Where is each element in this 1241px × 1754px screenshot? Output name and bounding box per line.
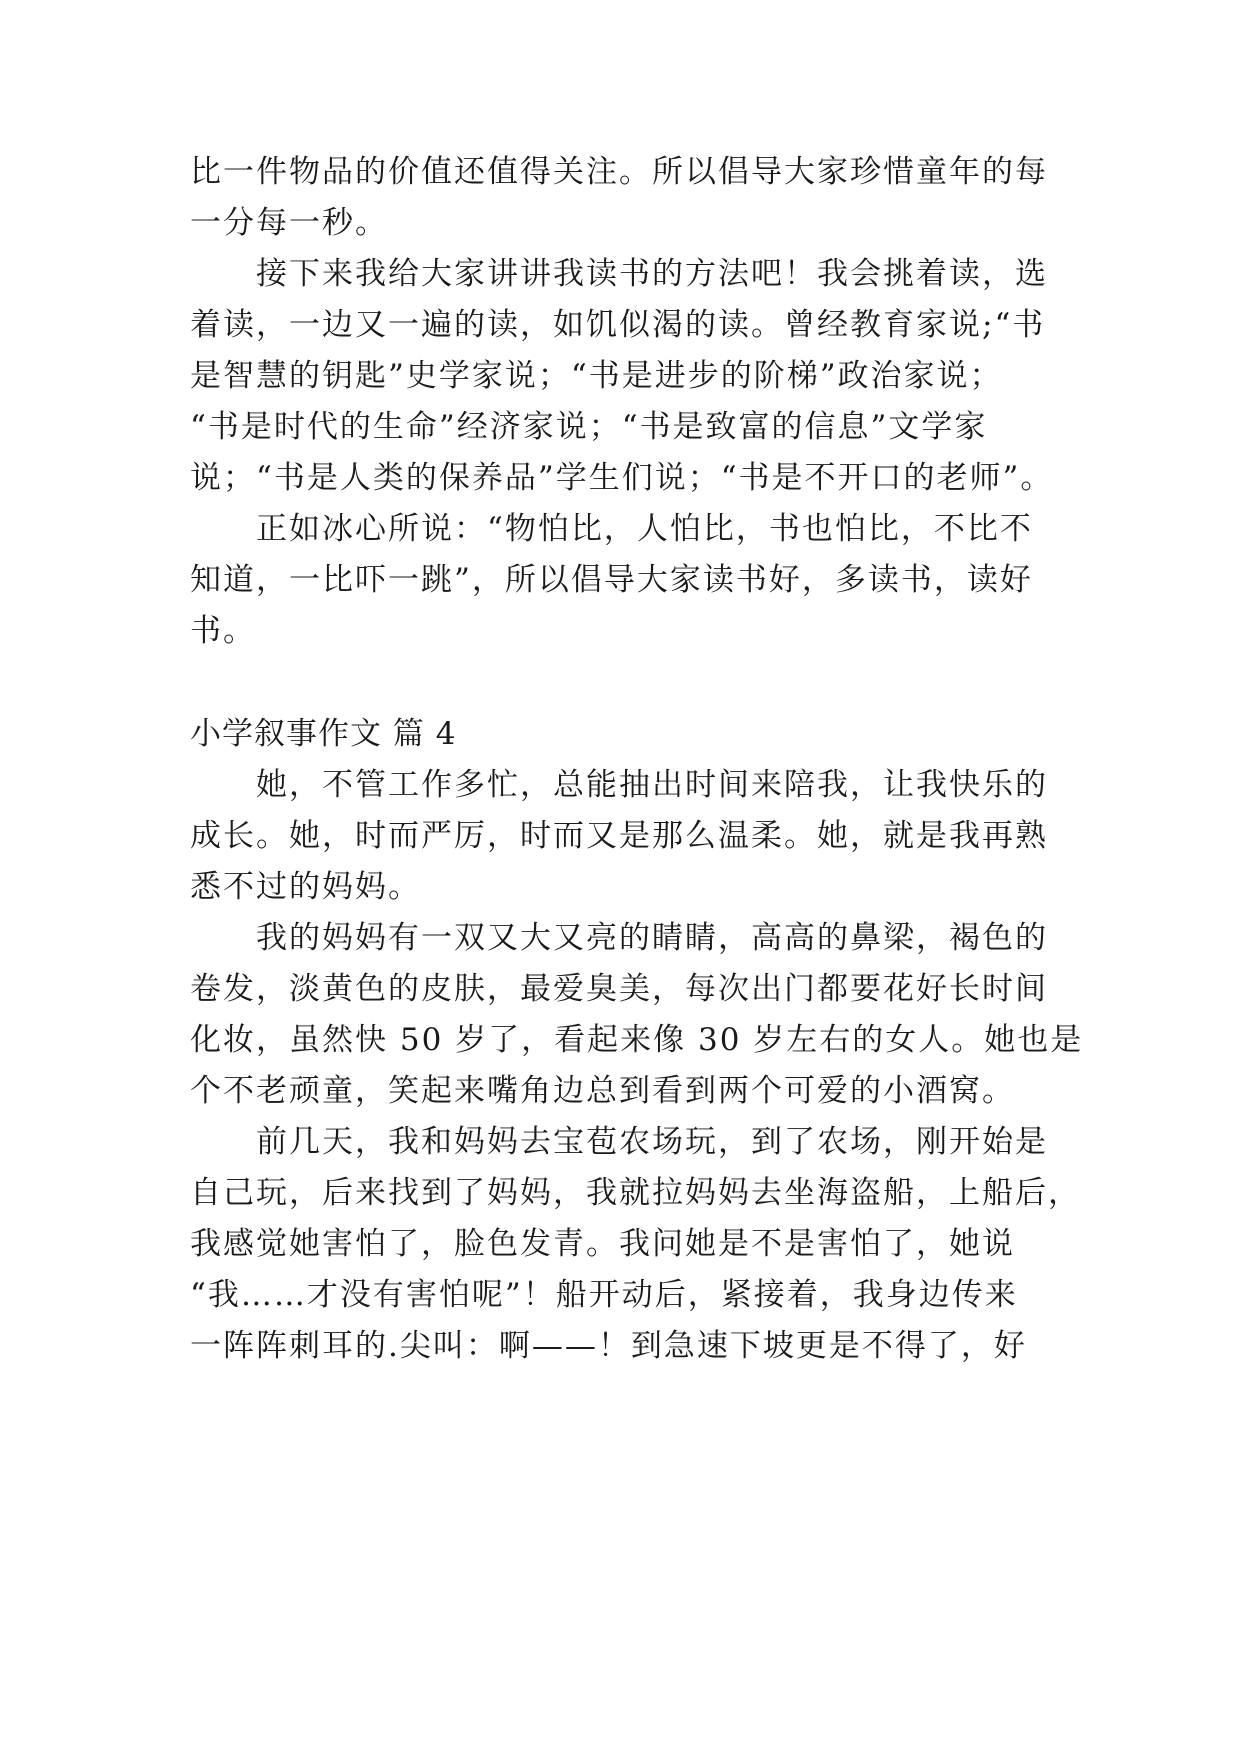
paragraph-4-line-3: 悉不过的妈妈。 <box>190 869 421 905</box>
paragraph-5-line-4: 个不老顽童，笑起来嘴角边总到看到两个可爱的小酒窝。 <box>190 1073 1015 1109</box>
paragraph-2-line-5: 说；“书是人类的保养品”学生们说；“书是不开口的老师”。 <box>190 460 1054 496</box>
paragraph-5-line-1: 我的妈妈有一双又大又亮的睛睛，高高的鼻梁，褐色的 <box>190 920 1048 956</box>
paragraph-6-line-5: 一阵阵刺耳的.尖叫：啊——！到急速下坡更是不得了，好 <box>190 1328 1027 1364</box>
paragraph-4-line-2: 成长。她，时而严厉，时而又是那么温柔。她，就是我再熟 <box>190 818 1048 854</box>
paragraph-5-line-3: 化妆，虽然快 50 岁了，看起来像 30 岁左右的女人。她也是 <box>190 1022 1084 1058</box>
paragraph-1-line-1: 比一件物品的价值还值得关注。所以倡导大家珍惜童年的每 <box>190 154 1048 190</box>
paragraph-5-line-2: 卷发，淡黄色的皮肤，最爱臭美，每次出门都要花好长时间 <box>190 971 1048 1007</box>
paragraph-3-line-1: 正如冰心所说：“物怕比，人怕比，书也怕比，不比不 <box>190 511 1033 547</box>
paragraph-6-line-2: 自己玩，后来找到了妈妈，我就拉妈妈去坐海盗船，上船后， <box>190 1175 1081 1211</box>
paragraph-1-line-2: 一分每一秒。 <box>190 205 388 241</box>
paragraph-6-line-1: 前几天，我和妈妈去宝苞农场玩，到了农场，刚开始是 <box>190 1124 1048 1160</box>
paragraph-6-line-3: 我感觉她害怕了，脸色发青。我问她是不是害怕了，她说 <box>190 1226 1015 1262</box>
paragraph-2-line-2: 着读，一边又一遍的读，如饥似渴的读。曾经教育家说;“书 <box>190 307 1046 343</box>
section-heading: 小学叙事作文 篇 4 <box>190 716 457 752</box>
paragraph-2-line-4: “书是时代的生命”经济家说；“书是致富的信息”文学家 <box>190 409 988 445</box>
paragraph-3-line-3: 书。 <box>190 613 256 649</box>
paragraph-2-line-1: 接下来我给大家讲讲我读书的方法吧！我会挑着读，选 <box>190 256 1048 292</box>
paragraph-3-line-2: 知道，一比吓一跳”，所以倡导大家读书好，多读书，读好 <box>190 562 1033 598</box>
paragraph-2-line-3: 是智慧的钥匙”史学家说；“书是进步的阶梯”政治家说； <box>190 358 1003 394</box>
paragraph-6-line-4: “我……才没有害怕呢”！船开动后，紧接着，我身边传来 <box>190 1277 1018 1313</box>
paragraph-4-line-1: 她，不管工作多忙，总能抽出时间来陪我，让我快乐的 <box>190 767 1048 803</box>
